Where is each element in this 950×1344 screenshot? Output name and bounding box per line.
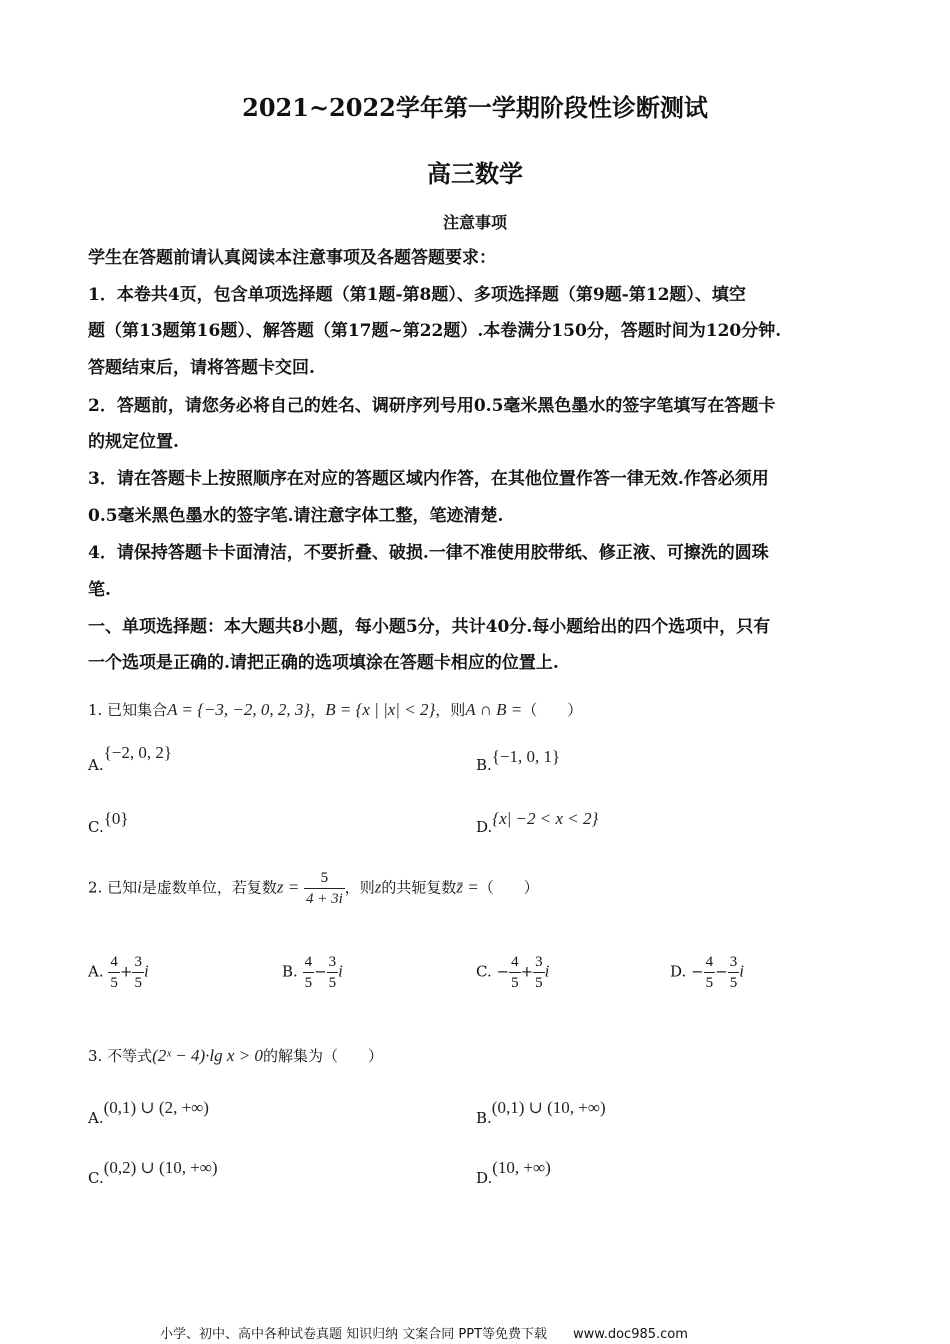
question-2-option-a [88,952,149,993]
question-2-mid-3: 的共轭复数 [381,878,457,897]
question-1-stem [88,700,582,720]
option-value: (0,1) ∪ (2, +∞) [103,1098,209,1117]
question-2-prefix: 2. 已知 [88,878,138,897]
fraction-3-5 [533,952,545,993]
imaginary-unit: i [143,961,149,981]
question-1-option-d [476,809,599,837]
option-value: {x| −2 < x < 2} [492,809,599,828]
minus-sign: − [715,962,728,981]
notice-item-4-line-1: 4．请保持答题卡卡面清洁，不要折叠、破损.一律不准使用胶带纸、修正液、可擦洗的圆珠 [88,543,769,563]
option-label: B. [282,962,298,981]
question-1-option-b [476,747,561,775]
fraction-denominator: 5 [509,972,521,993]
question-1-paren: （ ） [522,701,583,719]
plus-sign: + [520,962,534,981]
minus-sign: − [314,962,327,981]
fraction-4-5 [303,952,315,993]
imaginary-unit: i [338,961,343,981]
question-1-prefix: 1. 已知集合 [88,701,168,719]
fraction-denominator: 5 [704,972,716,993]
question-1-expression: A ∩ B = [465,700,523,719]
question-2-z-eq: z = [276,877,300,897]
question-3-stem [88,1046,383,1066]
notice-item-1-line-1: 1．本卷共4页，包含单项选择题（第1题-第8题）、多项选择题（第9题-第12题）、填空 [88,285,746,305]
option-label: A. [88,756,104,774]
option-label: A. [88,1109,104,1127]
fraction-numerator: 3 [535,954,543,970]
notice-item-3-line-2: 0.5毫米黑色墨水的签字笔.请注意字体工整，笔迹清楚. [88,506,504,526]
minus-sign: − [691,962,704,981]
question-1-option-c [88,809,129,837]
notice-item-2-line-1: 2．答题前，请您务必将自己的姓名、调研序列号用0.5毫米黑色墨水的签字笔填写在答题卡 [88,396,776,416]
minus-sign: − [496,962,510,981]
question-3-option-b [476,1098,606,1128]
question-1-mid: ，则 [435,701,466,719]
option-label: B. [476,756,492,774]
option-value: (0,1) ∪ (10, +∞) [491,1098,606,1117]
fraction-numerator: 3 [134,954,142,970]
fraction-4-5 [108,952,120,993]
notice-item-2-line-2: 的规定位置. [88,432,179,452]
option-value: {−1, 0, 1} [491,747,561,766]
fraction-3-5 [132,952,144,993]
imaginary-unit: i [739,961,744,981]
fraction-denominator: 5 [303,972,315,993]
question-2-option-c [476,952,549,993]
question-3-option-d [476,1158,551,1188]
question-2-mid-1: 是虚数单位，若复数 [141,878,277,897]
notice-item-1-line-3: 答题结束后，请将答题卡交回. [88,358,315,378]
notice-item-1-line-2: 题（第13题第16题）、解答题（第17题~第22题）.本卷满分150分，答题时间为120分钟. [88,321,782,341]
question-2-paren: （ ） [478,878,539,897]
question-1-option-a [88,743,173,775]
question-3-suffix: 的解集为（ ） [262,1047,383,1065]
fraction-denominator: 5 [132,972,144,993]
question-3-expression: (2ˣ − 4)·lg x > 0 [152,1046,263,1065]
question-2-stem [88,868,539,909]
question-2-option-b [282,952,343,993]
option-label: C. [88,818,104,836]
fraction-4-5 [509,952,521,993]
question-2-mid-2: ，则 [344,878,375,897]
question-2-fraction [304,868,345,909]
section-1-instructions-line-1: 一、单项选择题：本大题共8小题，每小题5分，共计40分.每小题给出的四个选项中，只有 [88,617,771,637]
option-value: (10, +∞) [492,1158,551,1177]
question-3-prefix: 3. 不等式 [88,1047,153,1065]
notice-heading: 注意事项 [442,213,507,232]
fraction-4-5 [704,952,716,993]
question-1-comma: ， [310,701,326,719]
fraction-3-5 [728,952,740,993]
fraction-denominator: 5 [108,972,120,993]
plus-sign: + [119,962,133,981]
question-2-z: z [374,877,382,897]
fraction-numerator: 4 [110,954,118,970]
question-1-set-a: A = {−3, −2, 0, 2, 3} [167,700,311,719]
fraction-3-5 [327,952,339,993]
option-value: {0} [103,809,129,828]
question-2-zbar: z̄ = [456,877,479,897]
option-label: D. [476,1169,493,1187]
option-label: D. [476,818,493,836]
question-3-option-c [88,1158,218,1188]
fraction-denominator: 4 + 3i [304,888,345,909]
fraction-numerator: 3 [328,954,337,970]
section-1-instructions-line-2: 一个选项是正确的.请把正确的选项填涂在答题卡相应的位置上. [88,653,559,673]
question-2-option-d [670,952,744,993]
option-label: C. [476,962,492,981]
option-label: A. [88,962,104,981]
question-3-option-a [88,1098,209,1128]
fraction-numerator: 3 [729,954,738,970]
notice-item-4-line-2: 笔. [88,580,111,600]
footer-watermark: 小学、初中、高中各种试卷真题 知识归纳 文案合同 PPT等免费下载 www.doc985.com [160,1327,688,1342]
subject-title: 高三数学 [427,159,523,188]
fraction-denominator: 5 [728,972,740,993]
notice-intro: 学生在答题前请认真阅读本注意事项及各题答题要求： [88,248,496,268]
question-1-set-b: B = {x | |x| < 2} [325,700,436,719]
question-2-i: i [137,877,142,897]
fraction-denominator: 5 [533,972,545,993]
exam-title: 2021~2022学年第一学期阶段性诊断测试 [242,93,708,122]
option-label: D. [670,962,687,981]
notice-item-3-line-1: 3．请在答题卡上按照顺序在对应的答题区域内作答，在其他位置作答一律无效.作答必须用 [88,469,769,489]
option-value: (0,2) ∪ (10, +∞) [103,1158,218,1177]
imaginary-unit: i [544,961,550,981]
fraction-numerator: 4 [304,954,313,970]
fraction-numerator: 4 [511,954,519,970]
option-value: {−2, 0, 2} [103,743,173,762]
fraction-denominator: 5 [327,972,339,993]
option-label: B. [476,1109,492,1127]
fraction-numerator: 4 [705,954,714,970]
option-label: C. [88,1169,104,1187]
fraction-numerator: 5 [320,870,329,886]
